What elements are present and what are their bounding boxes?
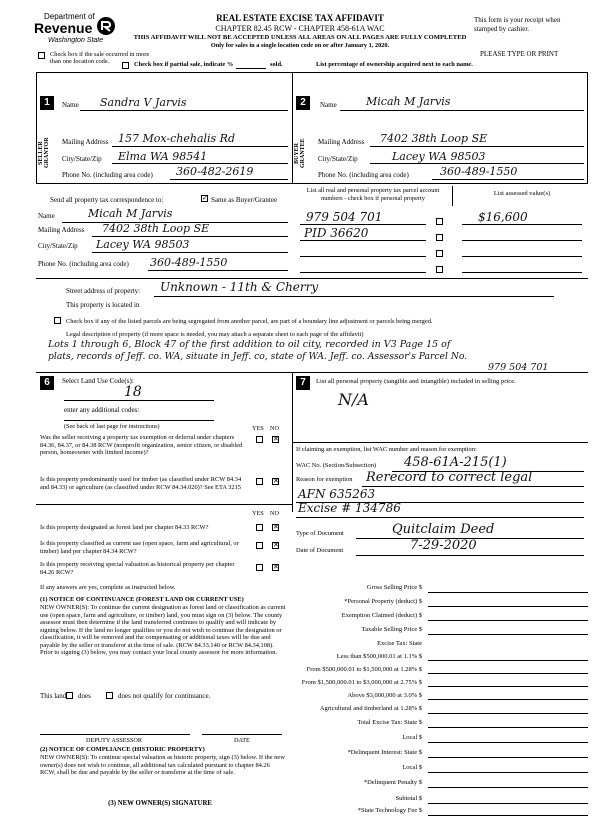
logo-dept: Department of xyxy=(44,12,95,21)
fee-label: Local $ xyxy=(402,734,422,741)
reason-line-3 xyxy=(296,517,584,518)
form-title: REAL ESTATE EXCISE TAX AFFIDAVIT xyxy=(216,13,384,23)
tax-mailing-label: Mailing Address xyxy=(38,226,85,234)
section-2-number: 2 xyxy=(296,96,310,110)
fee-label: Local $ xyxy=(402,764,422,771)
fee-label: Subtotal $ xyxy=(395,795,422,802)
tax-city[interactable]: Lacey WA 98503 xyxy=(96,238,190,251)
section-6-number: 6 xyxy=(40,376,54,390)
same-as-buyer-label: Same as Buyer/Grantee xyxy=(211,196,278,204)
fee-label: Total Excise Tax: State $ xyxy=(357,719,422,726)
q3-no-checkbox[interactable]: ✕ xyxy=(273,523,279,531)
any-yes-note: If any answers are yes, complete as instructed below. xyxy=(40,584,176,591)
q4-no-checkbox[interactable]: ✕ xyxy=(273,541,279,549)
signature-label: (3) NEW OWNER(S) SIGNATURE xyxy=(108,800,212,807)
fee-label: Agricultural and timberland at 1.28% $ xyxy=(319,705,422,712)
fee-line[interactable] xyxy=(428,673,588,674)
buyer-side-label: BUYER GRANTEE xyxy=(294,138,306,168)
exemption-intro: If claiming an exemption, list WAC number and reason for exemption: xyxy=(296,446,477,453)
question-5: Is this property receiving special valuation as historical property per chapter 84.26 RCW? xyxy=(40,561,235,576)
tax-city-line xyxy=(92,252,288,253)
assessed-header: List assessed value(s) xyxy=(493,190,551,197)
tax-corr-label: Send all property tax correspondence to: xyxy=(50,196,164,204)
buyer-mailing-line xyxy=(370,146,584,147)
question-2: Is this property predominantly used for timber (as classified under RCW 84.34 and 84.33) or agriculture (as classified under RCW 84.34.020)? See ETA 3215 xyxy=(40,476,242,491)
parcel-pp-checkbox-3[interactable] xyxy=(436,250,443,257)
seller-city-line xyxy=(112,163,288,164)
deputy-label: DEPUTY ASSESSOR xyxy=(86,737,142,744)
this-land-label: This land xyxy=(40,692,67,700)
fee-line[interactable] xyxy=(428,815,588,816)
assessed-line-1 xyxy=(462,224,582,225)
fee-label: Less than $500,000.01 at 1.1% $ xyxy=(336,653,422,660)
assessed-1[interactable]: $16,600 xyxy=(478,210,528,224)
personal-property-label: List all personal property (tangible and intangible) included in selling price. xyxy=(316,378,516,385)
additional-codes-label: enter any additional codes: xyxy=(64,406,140,414)
fee-label: From $500,000.01 to $1,500,000 at 1.28% $ xyxy=(306,666,422,673)
fee-line[interactable] xyxy=(428,699,588,700)
fee-line[interactable] xyxy=(428,634,588,635)
seller-phone-line xyxy=(170,179,288,180)
seller-city-label: City/State/Zip xyxy=(62,155,102,163)
deputy-line xyxy=(40,734,190,735)
question-1: Was the seller receiving a property tax exemption or deferral under chapters 84.36, 84.37, or 84.38 RCW (nonprofit organization, senior citizen, or disabled person, homeowner with limited income)? xyxy=(40,434,243,456)
buyer-phone-label: Phone No. (including area code) xyxy=(318,171,409,179)
parcel-line-4 xyxy=(300,272,426,273)
seller-phone-label: Phone No. (including area code) xyxy=(62,171,153,179)
no-header-2: NO xyxy=(270,510,279,517)
form-warning: THIS AFFIDAVIT WILL NOT BE ACCEPTED UNLESS ALL AREAS ON ALL PAGES ARE FULLY COMPLETED xyxy=(133,34,467,41)
fee-label: Exemption Claimed (deduct) $ xyxy=(341,612,422,619)
fee-label: Above $3,000,000 at 3.0% $ xyxy=(347,692,422,699)
fee-line[interactable] xyxy=(428,686,588,687)
seller-side-label: SELLER GRANTOR xyxy=(38,137,50,169)
seller-mailing-label: Mailing Address xyxy=(62,138,109,146)
assessed-line-2 xyxy=(462,240,582,241)
fee-line[interactable] xyxy=(428,606,588,607)
legal-desc-1[interactable]: Lots 1 through 6, Block 47 of the first addition to oil city, recorded in V3 Page 15 of xyxy=(48,339,451,350)
buyer-name[interactable]: Micah M Jarvis xyxy=(366,95,451,108)
form-note: Only for sales in a single location code on or after January 1, 2020. xyxy=(210,42,390,49)
wac-number[interactable]: 458-61A-215(1) xyxy=(404,455,507,470)
buyer-phone[interactable]: 360-489-1550 xyxy=(440,165,518,178)
notice-2-body: NEW OWNER(S): To continue special valuation as historic property, sign (3) below. If the new owner(s) does not wish to continue, all additional tax calculated pursuant to chapter 84.26 RCW, shall be due and payable by the seller or transferor at the time of sale. xyxy=(40,754,285,776)
logo xyxy=(34,12,134,50)
see-back: (See back of last page for instructions) xyxy=(64,423,160,430)
legal-desc-3[interactable]: 979 504 701 xyxy=(488,362,549,373)
fee-label: *Personal Property (deduct) $ xyxy=(344,598,422,605)
q3-yes-checkbox[interactable] xyxy=(256,524,263,531)
section-7-number: 7 xyxy=(296,376,310,390)
q1-no-checkbox[interactable]: ✕ xyxy=(273,435,279,443)
fee-line[interactable] xyxy=(428,592,588,593)
notice-2-title: (2) NOTICE OF COMPLIANCE (HISTORIC PROPERTY) xyxy=(40,746,205,753)
exemption-reason[interactable]: Rerecord to correct legal xyxy=(366,470,533,485)
fee-line[interactable] xyxy=(428,757,588,758)
buyer-name-label: Name xyxy=(320,101,337,109)
yes-header-2: YES xyxy=(252,510,264,517)
doc-date-line xyxy=(356,555,584,556)
fee-label: Gross Selling Price $ xyxy=(366,584,422,591)
partial-sale-label: Check box if partial sale, indicate % xyxy=(134,61,234,68)
section-6-divider-h xyxy=(36,504,292,505)
no-header-1: NO xyxy=(270,425,279,432)
fee-label: *State Technology Fee $ xyxy=(357,807,422,814)
reason-line xyxy=(362,486,584,487)
fee-label: Excise Tax: State xyxy=(377,640,422,647)
tax-city-label: City/State/Zip xyxy=(38,242,78,250)
street-address[interactable]: Unknown - 11th & Cherry xyxy=(160,280,319,294)
parcel-pp-checkbox-2[interactable] xyxy=(436,234,443,241)
buyer-city[interactable]: Lacey WA 98503 xyxy=(392,150,486,163)
parties-divider xyxy=(292,72,293,184)
logo-state: Washington State xyxy=(48,37,104,44)
multi-location-checkbox[interactable] xyxy=(38,52,45,59)
q2-no-checkbox[interactable]: ✕ xyxy=(273,477,279,485)
parcel-header-divider xyxy=(452,186,453,206)
seller-phone[interactable]: 360-482-2619 xyxy=(176,165,254,178)
doc-type[interactable]: Quitclaim Deed xyxy=(392,522,495,537)
section-1-number: 1 xyxy=(40,96,54,110)
tax-name[interactable]: Micah M Jarvis xyxy=(88,207,173,220)
street-line xyxy=(154,296,554,297)
seller-mailing-line xyxy=(112,146,288,147)
seller-mailing[interactable]: 157 Mox-chehalis Rd xyxy=(118,132,236,145)
assessed-line-3 xyxy=(462,256,582,257)
parcel-2[interactable]: PID 36620 xyxy=(304,226,369,240)
does-checkbox[interactable] xyxy=(66,692,73,699)
tax-phone-label: Phone No. (including area code) xyxy=(38,260,129,268)
please-type: PLEASE TYPE OR PRINT xyxy=(480,50,559,58)
parcel-line-1 xyxy=(300,224,426,225)
doc-date-label: Date of Document xyxy=(296,547,344,554)
segregated-checkbox[interactable] xyxy=(54,317,61,324)
section-7-divider xyxy=(292,442,588,443)
parcel-header: List all real and personal property tax parcel account numbers - check box if personal property xyxy=(306,187,440,202)
fee-line[interactable] xyxy=(428,660,588,661)
notice-1-body: NEW OWNER(S): To continue the current designation as forest land or classification as current use (open space, farm and agriculture, or timber) land, you must sign on (3) below. The county assessor must then determine if the land transferred continues to qualify and will indicate by signing below. If the land no longer qualifies or you do not wish to continue the designation or classification, it will be removed and the compensating or additional taxes will be due and payable by the seller or transferor at the time of sale. (RCW 84.33.140 or RCW 84.34.108). Prior to signing (3) below, you may contact your local county assessor for more information. xyxy=(40,604,286,656)
parcel-pp-checkbox-1[interactable] xyxy=(436,218,443,225)
seller-city[interactable]: Elma WA 98541 xyxy=(118,150,208,163)
doc-type-label: Type of Document xyxy=(296,530,344,537)
excise-number[interactable]: Excise # 134786 xyxy=(298,501,401,515)
wac-label: WAC No. (Section/Subsection) xyxy=(296,462,377,469)
parcel-pp-checkbox-4[interactable] xyxy=(436,266,443,273)
fee-line[interactable] xyxy=(428,713,588,714)
buyer-mailing-label: Mailing Address xyxy=(318,138,365,146)
same-as-buyer-checkbox[interactable]: ✓ xyxy=(202,194,208,202)
fee-line[interactable] xyxy=(428,742,588,743)
fee-label: *Delinquent Penalty $ xyxy=(363,779,422,786)
fee-label: Taxable Selling Price $ xyxy=(361,626,422,633)
seller-name[interactable]: Sandra V Jarvis xyxy=(100,96,187,109)
section-3-divider xyxy=(36,278,588,279)
receipt-note: This form is your receipt when stamped by cashier. xyxy=(474,16,561,33)
does-label: does xyxy=(78,692,91,700)
tax-mailing-line xyxy=(92,236,288,237)
land-use-label: Select Land Use Code(s): xyxy=(62,377,134,385)
buyer-name-line xyxy=(340,110,584,111)
located-in-label: This property is located in xyxy=(66,301,140,309)
partial-sale-checkbox[interactable] xyxy=(122,62,129,69)
afn-number[interactable]: AFN 635263 xyxy=(298,487,376,501)
notice-1-title: (1) NOTICE OF CONTINUANCE (FOREST LAND OR CURRENT USE) xyxy=(40,596,244,603)
multi-location-label: Check box if the sale occurred in more than one location code. xyxy=(50,51,150,65)
tax-mailing[interactable]: 7402 38th Loop SE xyxy=(102,222,210,235)
land-use-code[interactable]: 18 xyxy=(124,384,142,400)
partial-sale-sold: sold. xyxy=(270,61,283,68)
seller-name-line xyxy=(80,110,288,111)
deputy-date-label: DATE xyxy=(234,737,250,744)
q5-yes-checkbox[interactable] xyxy=(256,564,263,571)
fee-label: *Delinquent Interest: State $ xyxy=(347,749,422,756)
doc-date[interactable]: 7-29-2020 xyxy=(410,538,477,553)
form-chapter: CHAPTER 82.45 RCW - CHAPTER 458-61A WAC xyxy=(215,24,385,33)
does-not-checkbox[interactable] xyxy=(106,692,113,699)
parcel-1[interactable]: 979 504 701 xyxy=(306,210,383,224)
buyer-city-label: City/State/Zip xyxy=(318,155,358,163)
legal-label: Legal description of property (if more space is needed, you may attach a separate sheet to each page of the affidavit) xyxy=(66,331,364,338)
q4-yes-checkbox[interactable] xyxy=(256,542,263,549)
legal-desc-2[interactable]: plats, records of Jeff. co. WA, situate in Jeff. co, state of WA. Jeff. co. Assessor's Parcel No. xyxy=(48,351,468,362)
partial-sale-line xyxy=(236,68,266,69)
q1-yes-checkbox[interactable] xyxy=(256,436,263,443)
does-not-label: does not qualify for continuance. xyxy=(118,692,211,700)
fee-line[interactable] xyxy=(428,727,588,728)
deputy-date-line xyxy=(202,734,282,735)
street-label: Street address of property: xyxy=(66,287,141,295)
logo-name: Revenue xyxy=(34,20,93,36)
reason-label: Reason for exemption xyxy=(296,476,353,483)
land-use-line xyxy=(64,400,214,401)
parcel-line-3 xyxy=(300,256,426,257)
personal-property-value[interactable]: N/A xyxy=(338,390,369,409)
fee-line[interactable] xyxy=(428,620,588,621)
assessed-line-4 xyxy=(462,272,582,273)
seller-name-label: Name xyxy=(62,101,79,109)
yes-header-1: YES xyxy=(252,425,264,432)
fee-line[interactable] xyxy=(428,803,588,804)
fee-line[interactable] xyxy=(428,772,588,773)
buyer-city-line xyxy=(370,163,584,164)
additional-codes-line xyxy=(64,420,214,421)
segregated-label: Check box if any of the listed parcels are being segregated from another parcel, are part of a boundary line adjustment or parcels being merged. xyxy=(66,318,433,325)
question-4: Is this property classified as current use (open space, farm and agricultural, or timber) land per chapter 84.34 RCW? xyxy=(40,540,239,555)
tax-phone[interactable]: 360-489-1550 xyxy=(150,256,228,269)
parcel-line-2 xyxy=(300,240,426,241)
buyer-phone-line xyxy=(432,179,584,180)
fee-label: From $1,500,000.01 to $3,000,000 at 2.75% $ xyxy=(301,679,422,686)
question-3: Is this property designated as forest land per chapter 84.33 RCW? xyxy=(40,524,209,531)
buyer-mailing[interactable]: 7402 38th Loop SE xyxy=(380,132,488,145)
washington-logo-icon xyxy=(96,16,116,36)
tax-phone-line xyxy=(148,270,288,271)
percentage-label: List percentage of ownership acquired next to each name. xyxy=(316,61,473,68)
fee-line[interactable] xyxy=(428,787,588,788)
q5-no-checkbox[interactable]: ✕ xyxy=(273,563,279,571)
tax-name-label: Name xyxy=(38,212,55,220)
q2-yes-checkbox[interactable] xyxy=(256,478,263,485)
